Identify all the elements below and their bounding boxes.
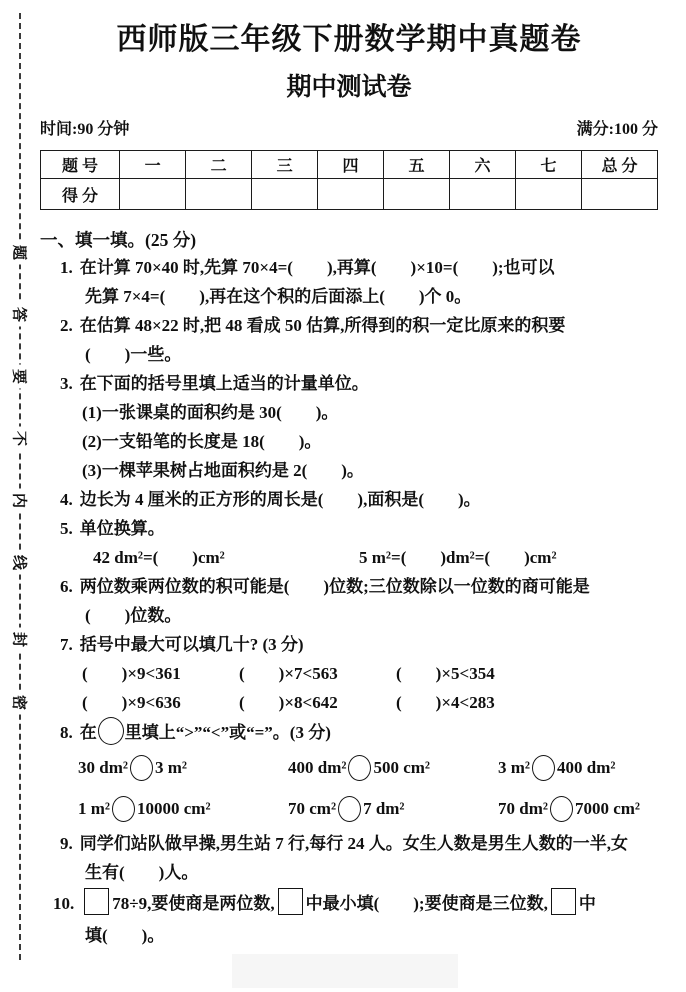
question-text: 同学们站队做早操,男生站 7 行,每行 24 人。女生人数是男生人数的一半,女 [79, 834, 628, 853]
score-cell-empty [516, 179, 582, 210]
question-10-line-2: 填( )。 [85, 926, 165, 945]
inequality-expression: ( )×9<361 [82, 664, 181, 683]
question-6-line-2: ( )位数。 [85, 606, 182, 625]
question-text: 边长为 4 厘米的正方形的周长是( ),面积是( )。 [79, 490, 481, 509]
inequality-expression: ( )×4<283 [396, 693, 495, 712]
comparison-item [78, 794, 288, 823]
left-value: 1 m² [78, 799, 111, 818]
comparison-item [288, 753, 498, 782]
score-table-header-cell: 一 [120, 151, 186, 179]
score-table-score-row [41, 179, 658, 210]
full-score-label: 满分:100 分 [576, 121, 658, 138]
question-number: 8. [60, 723, 73, 742]
question-number: 5. [60, 519, 73, 538]
left-value: 3 m² [498, 758, 531, 777]
question-1-line-1 [40, 253, 658, 282]
question-text: 在计算 70×40 时,先算 70×4=( ),再算( )×10=( );也可以 [79, 258, 555, 277]
page-title: 西师版三年级下册数学期中真题卷 [116, 23, 582, 56]
question-3-sub-2: (2)一支铅笔的长度是 18( )。 [82, 432, 322, 451]
score-cell-empty [318, 179, 384, 210]
right-value: 500 cm² [373, 758, 431, 777]
question-text: 中 [578, 894, 596, 913]
blank-circle-icon [550, 796, 573, 822]
scan-shade-artifact [232, 954, 458, 988]
blank-box-icon [278, 888, 303, 915]
score-cell-empty [450, 179, 516, 210]
question-text: 中最小填( );要使商是三位数, [305, 894, 548, 913]
question-7-line-1 [40, 630, 658, 659]
score-table-header-cell: 三 [252, 151, 318, 179]
left-value: 400 dm² [288, 758, 347, 777]
question-number: 4. [60, 490, 73, 509]
question-8-line-1 [40, 717, 658, 747]
score-table-header-cell: 七 [516, 151, 582, 179]
score-table-header-row [41, 151, 658, 179]
left-value: 70 cm² [288, 799, 337, 818]
score-table-header-cell: 题 号 [41, 151, 120, 179]
score-table-header-cell: 总 分 [582, 151, 658, 179]
question-2-line-1 [40, 311, 658, 340]
question-5-conversions [40, 543, 658, 572]
score-cell-empty [252, 179, 318, 210]
seal-char: 密 [6, 691, 35, 715]
left-value: 70 dm² [498, 799, 548, 818]
inequality-expression: ( )×8<642 [239, 693, 338, 712]
question-8-row-2 [40, 788, 658, 829]
comparison-item [288, 794, 498, 823]
seal-char: 线 [6, 551, 35, 575]
blank-box-icon [551, 888, 576, 915]
score-table-header-cell: 六 [450, 151, 516, 179]
question-number: 6. [60, 577, 73, 596]
question-text-suffix: 里填上“>”“<”或“=”。(3 分) [124, 723, 331, 742]
score-cell-empty [384, 179, 450, 210]
inequality-expression: ( )×5<354 [396, 664, 495, 683]
seal-dashed-line [19, 13, 21, 960]
score-cell-empty [186, 179, 252, 210]
score-table-header-cell: 四 [318, 151, 384, 179]
score-table-header-cell: 五 [384, 151, 450, 179]
inequality-expression: ( )×7<563 [239, 664, 338, 683]
score-table [40, 150, 658, 210]
question-text: 单位换算。 [79, 519, 165, 538]
seal-char: 内 [6, 489, 35, 513]
score-row-label: 得 分 [41, 179, 120, 210]
question-text: 两位数乘两位数的积可能是( )位数;三位数除以一位数的商可能是 [79, 577, 590, 596]
conversion-expression: 42 dm²=( )cm² [93, 548, 225, 567]
page-subtitle: 期中测试卷 [286, 73, 412, 101]
question-3-sub-3: (3)一棵苹果树占地面积约是 2( )。 [82, 461, 364, 480]
question-10-line-1 [40, 887, 658, 921]
question-number: 2. [60, 316, 73, 335]
question-text: 在估算 48×22 时,把 48 看成 50 估算,所得到的积一定比原来的积要 [79, 316, 566, 335]
right-value: 10000 cm² [137, 799, 211, 818]
question-number: 1. [60, 258, 73, 277]
right-value: 3 m² [154, 758, 187, 777]
question-9-line-2: 生有( )人。 [85, 863, 199, 882]
seal-char: 题 [6, 241, 35, 265]
question-text: 在下面的括号里填上适当的计量单位。 [79, 374, 369, 393]
score-cell-empty [120, 179, 186, 210]
blank-box-icon [84, 888, 109, 915]
question-text: 78÷9,要使商是两位数, [112, 894, 275, 913]
question-number: 3. [60, 374, 73, 393]
question-text: 括号中最大可以填几十? (3 分) [79, 635, 304, 654]
question-7-row-2 [40, 688, 658, 717]
blank-circle-icon [532, 755, 555, 781]
question-number: 9. [60, 834, 73, 853]
question-number: 7. [60, 635, 73, 654]
exam-content [40, 0, 658, 950]
time-limit-label: 时间:90 分钟 [40, 121, 130, 138]
right-value: 400 dm² [557, 758, 616, 777]
score-cell-empty [582, 179, 658, 210]
seal-char: 不 [6, 427, 35, 451]
question-4-line-1 [40, 485, 658, 514]
comparison-item [78, 753, 288, 782]
question-6-line-1 [40, 572, 658, 601]
question-9-line-1 [40, 829, 658, 858]
inequality-expression: ( )×9<636 [82, 693, 181, 712]
right-value: 7000 cm² [574, 799, 641, 818]
score-table-header-cell: 二 [186, 151, 252, 179]
question-5-line-1 [40, 514, 658, 543]
question-7-row-1 [40, 659, 658, 688]
question-2-line-2: ( )一些。 [85, 345, 182, 364]
blank-circle-icon [112, 796, 135, 822]
comparison-item [498, 794, 686, 823]
seal-char: 答 [6, 303, 35, 327]
blank-circle-icon [338, 796, 361, 822]
section1-heading: 一、填一填。(25 分) [40, 230, 197, 250]
question-3-line-1 [40, 369, 658, 398]
comparison-item [498, 753, 686, 782]
right-value: 7 dm² [363, 799, 405, 818]
conversion-expression: 5 m²=( )dm²=( )cm² [359, 548, 557, 567]
question-1-line-2: 先算 7×4=( ),再在这个积的后面添上( )个 0。 [85, 287, 472, 306]
blank-circle-icon [348, 755, 371, 781]
left-value: 30 dm² [78, 758, 128, 777]
exam-meta [40, 119, 658, 141]
seal-char: 封 [6, 628, 35, 652]
question-8-row-1 [40, 747, 658, 788]
question-number: 10. [53, 894, 75, 913]
blank-circle-icon [98, 717, 124, 745]
question-text-prefix: 在 [79, 723, 97, 742]
question-3-sub-1: (1)一张课桌的面积约是 30( )。 [82, 403, 339, 422]
blank-circle-icon [130, 755, 153, 781]
seal-char: 要 [6, 365, 35, 389]
